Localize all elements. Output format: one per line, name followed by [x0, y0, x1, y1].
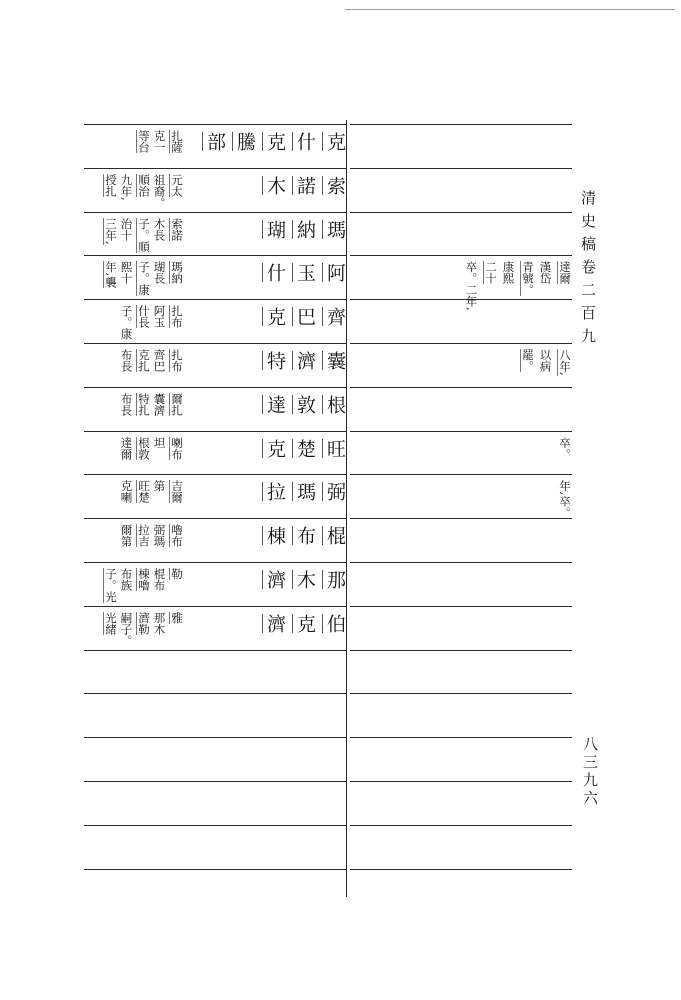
name-char: 索 [324, 176, 346, 195]
note-column: 雅 [170, 612, 184, 624]
note-column: 阿玉 [152, 305, 167, 328]
row-rule-right [350, 737, 572, 738]
row-11-name [180, 614, 344, 633]
row-5-name [180, 351, 344, 370]
name-char: 楚 [294, 439, 316, 458]
right-note-column: 八年, [558, 349, 572, 376]
note-column: 木長 [152, 218, 167, 241]
row-rule-right [350, 518, 572, 519]
row-rule-left [84, 212, 346, 213]
note-column: 旺楚 [137, 480, 151, 503]
note-column: 祖裔。 [152, 174, 167, 209]
name-char: 拉 [264, 482, 286, 501]
note-column: 吉爾 [170, 480, 184, 503]
note-column: 光緒 [104, 612, 118, 635]
side-title: 清史稿卷二百九 [579, 190, 597, 351]
note-column: 元太 [170, 174, 184, 197]
name-char: 棟 [264, 526, 286, 545]
right-note-column: 康熙 [501, 261, 516, 284]
row-rule-left [84, 474, 346, 475]
name-char: 特 [264, 351, 286, 370]
note-column: 嚕布 [170, 524, 184, 547]
row-4-notes [86, 305, 182, 340]
row-rule-left [84, 343, 346, 344]
row-10-name [180, 570, 344, 589]
page-number: 八三九六 [581, 736, 599, 808]
name-char: 納 [294, 220, 316, 239]
note-column: 勒 [170, 568, 184, 580]
name-char: 囊 [324, 351, 346, 370]
name-char: 瑪 [324, 220, 346, 239]
name-char: 達 [264, 395, 286, 414]
note-column: 布族 [119, 568, 134, 591]
note-column: 瑚長 [152, 261, 167, 284]
name-char: 什 [294, 132, 316, 151]
row-rule-left [84, 869, 346, 870]
row-rule-left [84, 650, 346, 651]
row-rule-right [350, 124, 572, 125]
name-char: 濟 [294, 351, 316, 370]
row-rule-left [84, 299, 346, 300]
row-7-name [180, 439, 344, 458]
note-column: 治十 [119, 218, 134, 241]
right-note-column: 以病 [538, 349, 553, 372]
note-column: 爾第 [119, 524, 134, 547]
row-3-name [180, 263, 344, 282]
name-char: 濟 [264, 614, 286, 633]
row-rule-right [350, 212, 572, 213]
right-note-column: 罷。 [521, 349, 535, 372]
note-column: 子。順 [137, 218, 151, 253]
name-char: 伯 [324, 614, 346, 633]
name-char: 根 [324, 395, 346, 414]
name-char: 濟 [264, 570, 286, 589]
right-note-column: 卒。二年, [464, 261, 479, 311]
row-rule-right [350, 168, 572, 169]
row-rule-left [84, 825, 346, 826]
name-char: 棍 [324, 526, 346, 545]
note-column: 克一 [152, 130, 167, 153]
top-edge-line [345, 9, 675, 10]
row-0-name [180, 132, 344, 151]
note-column: 布長 [119, 393, 134, 416]
row-2-name [180, 220, 344, 239]
row-rule-right [350, 431, 572, 432]
note-column: 棟嚕 [137, 568, 151, 591]
note-column: 坦 [152, 437, 167, 449]
row-rule-left [84, 606, 346, 607]
row-rule-right [350, 474, 572, 475]
right-note-column: 年,卒。 [558, 480, 572, 519]
name-char: 弼 [324, 482, 346, 501]
table-center-divider [346, 120, 347, 897]
row-rule-left [84, 781, 346, 782]
name-char: 瑚 [264, 220, 286, 239]
note-column: 什長 [137, 305, 151, 328]
note-column: 喇布 [170, 437, 184, 460]
name-char: 克 [264, 439, 286, 458]
row-rule-left [84, 124, 346, 125]
note-column: 九年, [119, 174, 134, 201]
row-rule-right [350, 693, 572, 694]
note-column: 子。康 [119, 305, 134, 340]
row-0-notes [86, 130, 182, 153]
name-char: 旺 [324, 439, 346, 458]
row-4-name [180, 307, 344, 326]
name-char: 齊 [324, 307, 346, 326]
row-10-notes [86, 568, 182, 603]
row-1-name [180, 176, 344, 195]
note-column: 齊巴 [152, 349, 167, 372]
row-rule-right [350, 255, 572, 256]
row-rule-right [350, 562, 572, 563]
right-note-column: 卒。 [558, 437, 572, 460]
row-rule-left [84, 255, 346, 256]
row-rule-right [350, 343, 572, 344]
note-column: 子。光 [104, 568, 118, 603]
row-rule-right [350, 650, 572, 651]
name-char: 玉 [294, 263, 316, 282]
note-column: 爾扎 [170, 393, 184, 416]
note-column: 棍布 [152, 568, 167, 591]
note-column: 扎布 [170, 305, 184, 328]
name-char: 阿 [324, 263, 346, 282]
name-char: 什 [264, 263, 286, 282]
name-char: 木 [294, 570, 316, 589]
row-5-right-notes [520, 349, 571, 376]
row-8-notes [86, 480, 182, 503]
row-rule-right [350, 825, 572, 826]
note-column: 熙十 [119, 261, 134, 284]
row-rule-left [84, 431, 346, 432]
note-column: 根敦 [137, 437, 151, 460]
note-column: 年,襲 [104, 261, 118, 288]
name-char: 部 [204, 132, 226, 151]
right-note-column: 二十 [484, 261, 498, 284]
row-rule-left [84, 518, 346, 519]
row-rule-right [350, 387, 572, 388]
note-column: 達爾 [119, 437, 134, 460]
name-char: 敦 [294, 395, 316, 414]
note-column: 第 [152, 480, 167, 492]
row-7-notes [86, 437, 182, 460]
row-9-name [180, 526, 344, 545]
name-char: 那 [324, 570, 346, 589]
row-rule-right [350, 606, 572, 607]
note-column: 弼瑪 [152, 524, 167, 547]
row-2-notes [86, 218, 182, 253]
right-note-column: 青號。 [521, 261, 535, 296]
note-column: 三年, [104, 218, 118, 245]
row-8-name [180, 482, 344, 501]
note-column: 等台 [137, 130, 151, 153]
note-column: 順治 [137, 174, 151, 197]
name-char: 諾 [294, 176, 316, 195]
right-note-column: 達爾 [558, 261, 572, 284]
note-column: 特扎 [137, 393, 151, 416]
row-9-notes [86, 524, 182, 547]
note-column: 拉吉 [137, 524, 151, 547]
note-column: 克喇 [119, 480, 134, 503]
row-1-notes [86, 174, 182, 209]
name-char: 巴 [294, 307, 316, 326]
row-5-notes [86, 349, 182, 372]
name-char: 騰 [234, 132, 256, 151]
right-note-column: 漢岱 [538, 261, 553, 284]
row-8-right-notes [559, 480, 571, 518]
note-column: 瑪納 [170, 261, 184, 284]
row-rule-right [350, 781, 572, 782]
note-column: 子。康 [137, 261, 151, 296]
row-6-notes [86, 393, 182, 416]
note-column: 扎布 [170, 349, 184, 372]
name-char: 克 [264, 132, 286, 151]
note-column: 克扎 [137, 349, 151, 372]
name-char: 克 [264, 307, 286, 326]
row-rule-left [84, 168, 346, 169]
row-rule-left [84, 693, 346, 694]
name-char: 瑪 [294, 482, 316, 501]
row-rule-left [84, 387, 346, 388]
name-char: 克 [324, 132, 346, 151]
note-column: 囊濟 [152, 393, 167, 416]
note-column: 濟勒 [137, 612, 151, 635]
name-char: 木 [264, 176, 286, 195]
row-rule-left [84, 737, 346, 738]
row-rule-left [84, 562, 346, 563]
note-column: 嗣子。 [119, 612, 134, 647]
note-column: 扎薩 [170, 130, 184, 153]
row-11-notes [86, 612, 182, 647]
note-column: 那木 [152, 612, 167, 635]
row-3-notes [86, 261, 182, 296]
row-7-right-notes [559, 437, 571, 460]
note-column: 布長 [119, 349, 134, 372]
row-3-right-notes [465, 261, 570, 311]
note-column: 授扎 [104, 174, 118, 197]
name-char: 布 [294, 526, 316, 545]
note-column: 索諾 [170, 218, 184, 241]
row-6-name [180, 395, 344, 414]
row-rule-right [350, 869, 572, 870]
name-char: 克 [294, 614, 316, 633]
